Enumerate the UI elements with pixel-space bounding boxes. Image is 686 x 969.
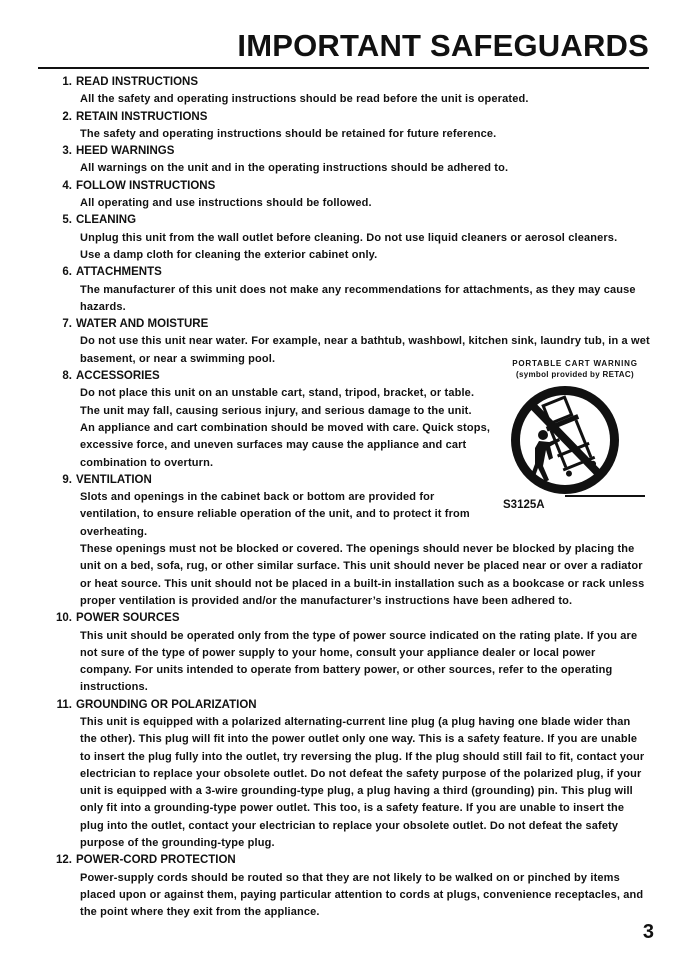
- item-heading: POWER-CORD PROTECTION: [76, 854, 236, 867]
- item-text: All the safety and operating instructions should be read before the unit is operated.: [80, 93, 529, 106]
- page-number: 3: [642, 921, 654, 943]
- item-number: 3.: [62, 145, 72, 158]
- list-item: [40, 143, 650, 178]
- portable-cart-warning: [505, 354, 645, 516]
- item-heading: VENTILATION: [76, 473, 152, 486]
- item-text: Do not use this unit near water. For example, near a bathtub, washbowl, kitchen sink, laundry tub, in a wet basement, or near a swimming pool.: [80, 335, 650, 365]
- item-number: 2.: [62, 110, 72, 123]
- list-item: [40, 610, 650, 696]
- item-number: 11.: [56, 698, 72, 711]
- item-heading: RETAIN INSTRUCTIONS: [76, 110, 208, 123]
- item-heading: READ INSTRUCTIONS: [76, 76, 199, 88]
- item-text: The unit may fall, causing serious injury, and serious damage to the unit.: [80, 404, 472, 417]
- list-item: [40, 852, 650, 921]
- item-text: These openings must not be blocked or covered. The openings should never be blocked by placing the unit on a bed, sofa, rug, or other similar surface. This unit should never be placed near or over a radiator or heat source. This unit should not be placed in a built-in installation such as a bookcase or rack unless proper ventilation is provided and/or the manufacturer’s instructions have been adhered to.: [80, 543, 645, 607]
- item-text: This unit should be operated only from the type of power source indicated on the rating plate. If you are not sure of the type of power supply to your home, consult your appliance dealer or local power company. For units intended to operate from battery power, or other sources, refer to the operating instructions.: [80, 629, 638, 694]
- cart-warning-caption: PORTABLE CART WARNING: [512, 359, 638, 368]
- item-number: 8.: [62, 370, 72, 383]
- list-item: [40, 74, 650, 109]
- list-item: [40, 212, 650, 264]
- list-item: [40, 109, 650, 144]
- item-text: An appliance and cart combination should be moved with care. Quick stops, excessive force, and uneven surfaces may cause the appliance and cart combination to overturn.: [80, 421, 491, 469]
- item-number: 7.: [62, 318, 72, 331]
- item-number: 12.: [56, 854, 72, 867]
- item-text: The manufacturer of this unit does not make any recommendations for attachments, as they may cause hazards.: [80, 283, 636, 313]
- list-item: [40, 264, 650, 316]
- item-text: All warnings on the unit and in the operating instructions should be adhered to.: [80, 162, 509, 175]
- item-heading: ATTACHMENTS: [76, 266, 162, 279]
- item-number: 10.: [56, 612, 72, 625]
- cart-warning-code: S3125A: [503, 499, 545, 511]
- item-heading: FOLLOW INSTRUCTIONS: [76, 179, 216, 192]
- item-number: 6.: [62, 266, 72, 279]
- cart-warning-source: (symbol provided by RETAC): [516, 370, 634, 379]
- list-item: [40, 178, 650, 213]
- item-text: Power-supply cords should be routed so that they are not likely to be walked on or pinched by items placed upon or against them, paying particular attention to cords at plugs, convenience receptacles, and the point where they exit from the appliance.: [80, 871, 644, 919]
- item-number: 4.: [62, 179, 72, 192]
- item-text: Slots and openings in the cabinet back or bottom are provided for ventilation, to ensure reliable operation of the unit, and to protect it from overheating.: [80, 491, 470, 538]
- item-heading: WATER AND MOISTURE: [76, 318, 209, 331]
- item-text: This unit is equipped with a polarized alternating-current line plug (a plug having one blade wider than the other). This plug will fit into the power outlet only one way. This is a safety feature. If you are unable to insert the plug fully into the outlet, try reversing the plug. If the plug should still fail to fit, contact your electrician to replace your obsolete outlet. Do not defeat the safety purpose of the polarized plug, if your unit is equipped with a 3-wire grounding-type plug, a plug having a third (grounding) pin. This plug will only fit into a grounding-type power outlet. This too, is a safety feature. If you are unable to insert the plug into the outlet, contact your electrician to replace your obsolete outlet. Do not defeat the safety purpose of the grounding-type plug.: [80, 715, 645, 850]
- item-heading: ACCESSORIES: [76, 370, 160, 383]
- item-text: Use a damp cloth for cleaning the exterior cabinet only.: [80, 248, 378, 261]
- item-heading: HEED WARNINGS: [76, 145, 175, 158]
- item-heading: POWER SOURCES: [76, 612, 180, 625]
- item-number: 1.: [62, 76, 72, 88]
- cart-tipover-icon: [505, 380, 645, 500]
- item-heading: GROUNDING OR POLARIZATION: [76, 698, 257, 711]
- page-title: IMPORTANT SAFEGUARDS: [237, 28, 649, 63]
- item-text: Do not place this unit on an unstable cart, stand, tripod, bracket, or table.: [80, 387, 475, 400]
- item-text: Unplug this unit from the wall outlet before cleaning. Do not use liquid cleaners or aerosol cleaners.: [80, 231, 618, 244]
- title-rule: [38, 67, 649, 69]
- item-number: 9.: [62, 473, 72, 486]
- item-text: All operating and use instructions should be followed.: [80, 197, 372, 210]
- item-number: 5.: [62, 214, 72, 227]
- item-text: The safety and operating instructions should be retained for future reference.: [80, 127, 497, 140]
- item-heading: CLEANING: [76, 214, 137, 227]
- list-item: [40, 697, 650, 853]
